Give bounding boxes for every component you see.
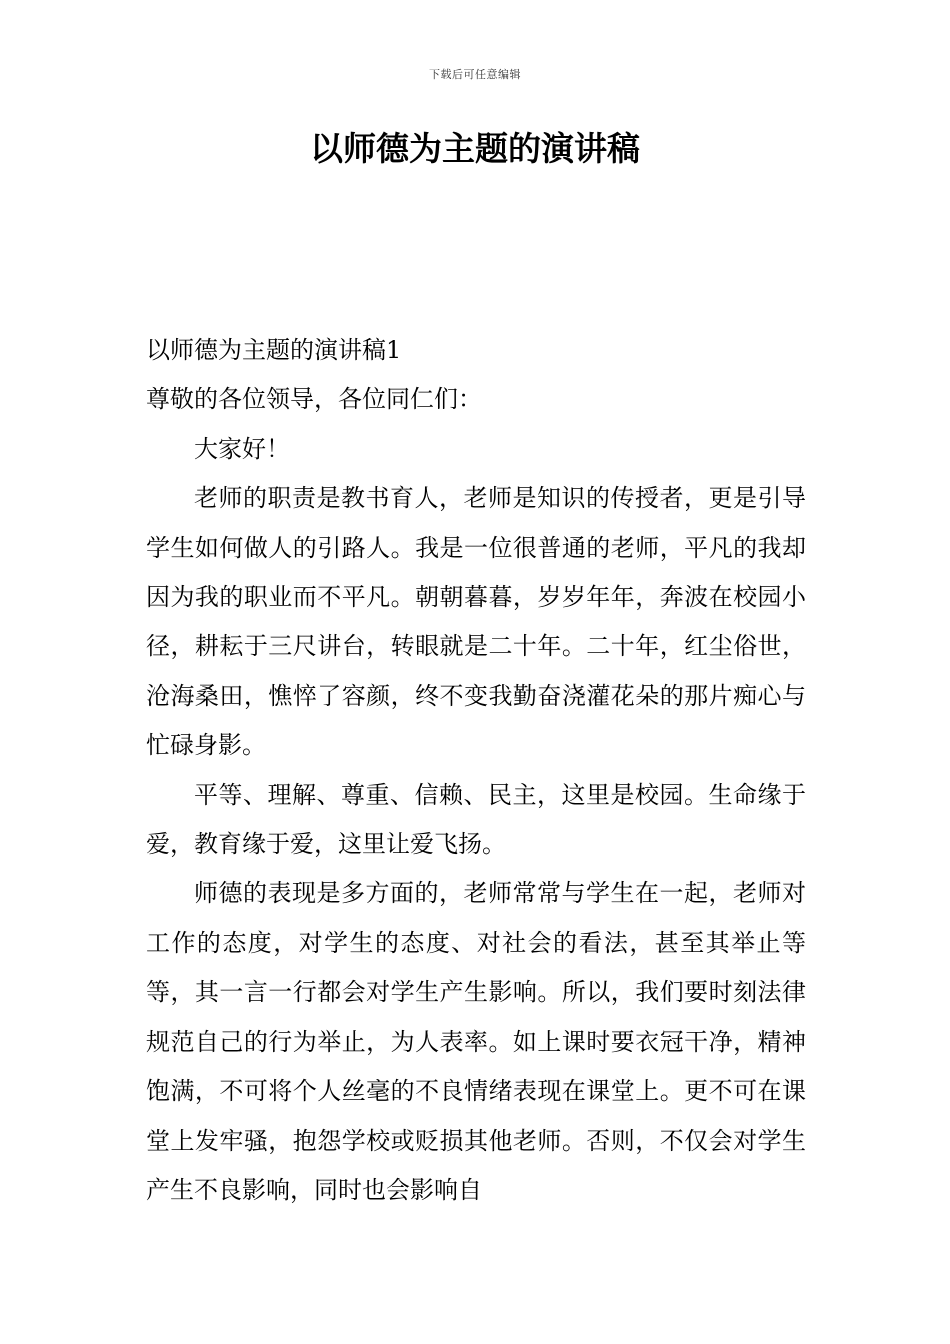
paragraph-campus-love: 平等、理解、尊重、信赖、民主，这里是校园。生命缘于爱，教育缘于爱，这里让爱飞扬。	[146, 780, 806, 859]
document-body	[146, 326, 806, 1215]
page-header-note: 下载后可任意编辑	[429, 68, 521, 81]
section-heading: 以师德为主题的演讲稿1	[146, 336, 402, 364]
paragraph-greeting: 大家好！	[194, 434, 290, 463]
document-title: 以师德为主题的演讲稿	[310, 129, 640, 168]
salutation: 尊敬的各位领导，各位同仁们：	[146, 385, 482, 414]
paragraph-teacher-ethics: 师德的表现是多方面的，老师常常与学生在一起，老师对工作的态度，对学生的态度、对社会的看法，甚至其举止等等，其一言一行都会对学生产生影响。所以，我们要时刻法律规范自己的行为举止，为人表率。如上课时要衣冠干净，精神饱满，不可将个人丝毫的不良情绪表现在课堂上。更不可在课堂上发牢骚，抱怨学校或贬损其他老师。否则，不仅会对学生产生不良影响，同时也会影响自	[146, 879, 806, 1204]
paragraph-teacher-duty: 老师的职责是教书育人，老师是知识的传授者，更是引导学生如何做人的引路人。我是一位很普通的老师，平凡的我却因为我的职业而不平凡。朝朝暮暮，岁岁年年，奔波在校园小径，耕耘于三尺讲台，转眼就是二十年。二十年，红尘俗世，沧海桑田，憔悴了容颜，终不变我勤奋浇灌花朵的那片痴心与忙碌身影。	[146, 484, 806, 760]
